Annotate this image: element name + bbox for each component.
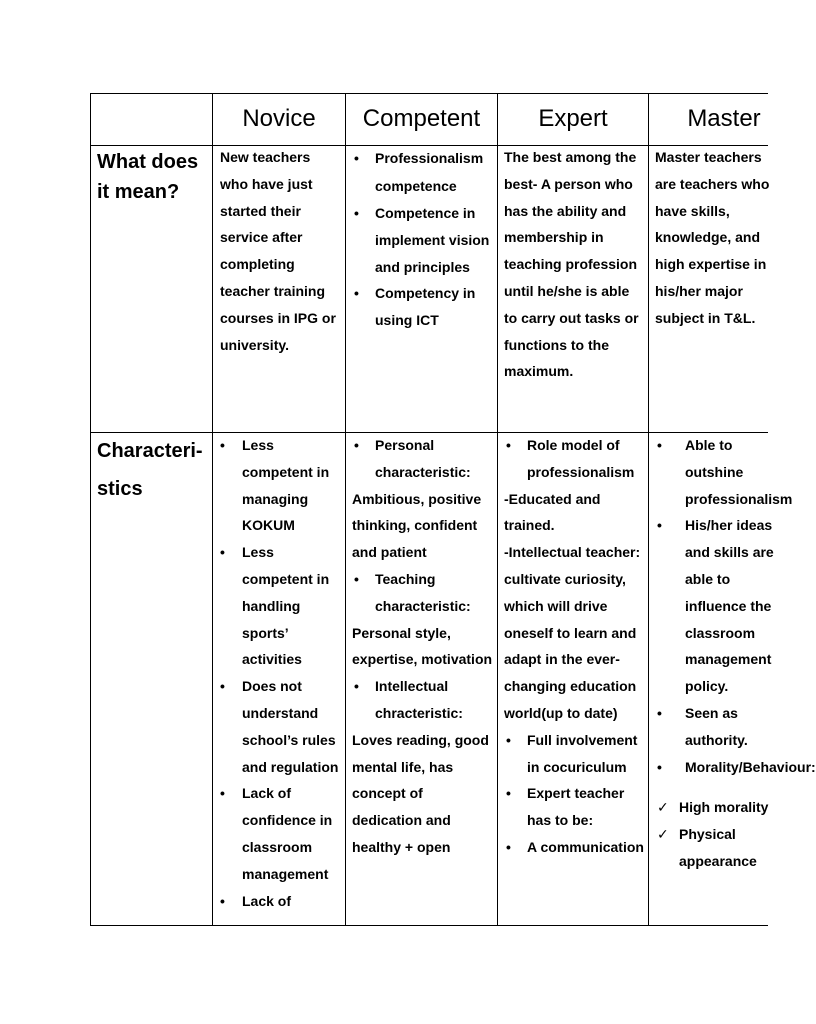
meaning-novice: New teachers who have just started their service after completing teacher training courses in IPG or university.: [220, 149, 336, 353]
list-item: • Competency in using ICT: [352, 280, 494, 334]
header-competent: Competent: [362, 105, 481, 132]
list-item: • Competence in implement vision and principles: [352, 200, 494, 280]
row-label-meaning: What does it mean?: [97, 151, 199, 203]
competent-personal-traits: Ambitious, positive thinking, confident and patient: [352, 490, 482, 561]
list-item: • Lack of: [215, 888, 339, 915]
list-item: • A communication: [504, 834, 646, 861]
meaning-expert: The best among the best- A person who has the ability and membership in teaching profession until he/she is able to carry out tasks or functions to the maximum.: [504, 149, 639, 380]
list-item: [655, 512, 785, 700]
list-item: • Less competent in managing KOKUM: [215, 432, 339, 539]
list-item: • Teaching characteristic:: [352, 566, 494, 620]
table-col-divider-2: [345, 93, 346, 926]
characteristics-novice: [215, 432, 339, 912]
list-item: • Role model of professionalism: [504, 432, 646, 486]
list-item-text: • His/her ideas and skills are able to influence the classroom management policy.: [685, 517, 774, 695]
list-item: ✓ High morality: [655, 794, 785, 821]
header-novice: Novice: [242, 105, 316, 132]
characteristics-competent: [352, 432, 494, 922]
row-label-characteristics: Characteri-stics: [97, 440, 203, 500]
list-item-text: • Morality/Behaviour:: [685, 758, 816, 775]
list-item: • Less competent in handling sports’ activities: [215, 539, 339, 673]
list-item: • Professionalism competence: [352, 144, 494, 200]
table-border-bottom: [90, 925, 768, 926]
list-item: • Lack of confidence in classroom management: [215, 780, 339, 887]
list-item: [655, 754, 816, 781]
header-master: Master: [687, 105, 761, 132]
table-border-left: [90, 93, 91, 926]
list-item: • Intellectual chracteristic:: [352, 673, 494, 727]
characteristics-master: [655, 432, 816, 924]
table-col-divider-3: [497, 93, 498, 926]
meaning-competent: [352, 144, 494, 334]
table-col-divider-4: [648, 93, 649, 926]
header-expert: Expert: [538, 105, 608, 132]
header-empty-cell: [91, 94, 212, 144]
list-item: • Personal characteristic:: [352, 432, 494, 486]
characteristics-expert: [504, 432, 646, 924]
competent-intellectual-traits: Loves reading, good mental life, has concept of dedication and healthy + open: [352, 731, 489, 855]
list-item-text: • Seen as authority.: [685, 704, 748, 748]
expert-educated: -Educated and trained.: [504, 490, 601, 534]
list-item: • Full involvement in cocuriculum: [504, 727, 646, 781]
expert-intellectual: -Intellectual teacher: cultivate curiosity, which will drive oneself to learn and adapt in the ever-changing education world(up to date): [504, 544, 641, 721]
competent-teaching-traits: Personal style, expertise, motivation: [352, 624, 493, 668]
meaning-master: Master teachers are teachers who have skills, knowledge, and high expertise in his/her major subject in T&L.: [655, 149, 770, 326]
list-item: • Expert teacher has to be:: [504, 780, 646, 834]
list-item: ✓ Physical appearance: [655, 821, 785, 875]
list-item: [655, 700, 785, 754]
list-item: • Does not understand school’s rules and regulation: [215, 673, 339, 780]
table-col-divider-1: [212, 93, 213, 926]
list-item: [655, 432, 793, 512]
list-item-text: • Able to outshine professionalism: [685, 437, 793, 507]
